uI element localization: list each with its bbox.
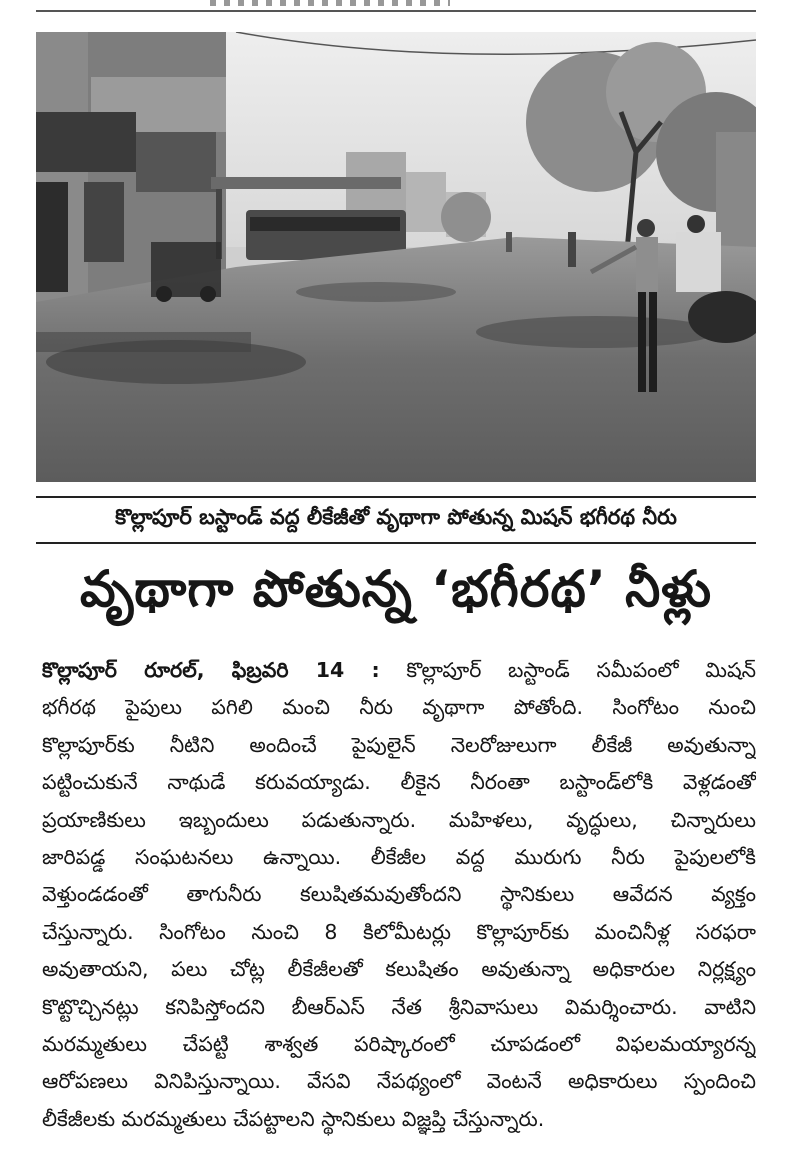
article-body [42, 652, 756, 1138]
bus-stand-photo-illustration [36, 32, 756, 482]
article-line-1 [42, 652, 756, 689]
news-photo [36, 32, 756, 482]
top-rule [36, 10, 756, 12]
article-line: లీకేజీలకు మరమ్మతులు చేపట్టాలని స్థానికులు విజ్ఞప్తి చేస్తున్నారు. [42, 1106, 545, 1131]
article-line: పట్టించుకునే నాథుడే కరువయ్యాడు. లీకైన నీరంతా బస్టాండ్‌లోకి వెళ్లడంతో [42, 770, 756, 795]
article-lead: కొల్లాపూర్ బస్టాండ్ సమీపంలో మిషన్ [406, 658, 756, 682]
headline: వృథాగా పోతున్న ‘భగీరథ’ నీళ్లు [79, 559, 713, 618]
article-line: చేస్తున్నారు. సింగోటం నుంచి 8 కిలోమీటర్లు కొల్లాపూర్‌కు మంచినీళ్ల సరఫరా [42, 919, 756, 944]
article-line: ప్రయాణికులు ఇబ్బందులు పడుతున్నారు. మహిళలు, వృద్ధులు, చిన్నారులు [42, 807, 756, 832]
article-line: ఆరోపణలు వినిపిస్తున్నాయి. వేసవి నేపథ్యంలో వెంటనే అధికారులు స్పందించి [42, 1069, 756, 1094]
article-line: కొట్టొచ్చినట్లు కనిపిస్తోందని బీఆర్ఎస్ నేత శ్రీనివాసులు విమర్శించారు. వాటిని [42, 994, 756, 1019]
article-line: వెళ్తుండడంతో తాగునీరు కలుషితమవుతోందని స్థానికులు ఆవేదన వ్యక్తం [42, 882, 756, 907]
article-line: అవుతాయని, పలు చోట్ల లీకేజీలతో కలుషితం అవుతున్నా అధికారుల నిర్లక్ష్యం [42, 957, 756, 982]
article-line: జారిపడ్డ సంఘటనలు ఉన్నాయి. లీకేజీల వద్ద మురుగు నీరు పైపులలోకి [42, 844, 756, 869]
cropped-text-fragment [210, 0, 450, 6]
article-line: మరమ్మతులు చేపట్టి శాశ్వత పరిష్కారంలో చూపడంలో విఫలమయ్యారన్న [42, 1031, 756, 1056]
article-line: కొల్లాపూర్‌కు నీటిని అందించే పైపులైన్ నెలరోజులుగా లీకేజీ అవుతున్నా [42, 732, 756, 757]
article-line: భగీరథ పైపులు పగిలి మంచి నీరు వృథాగా పోతోంది. సింగోటం నుంచి [42, 695, 756, 720]
photo-caption: కొల్లాపూర్ బస్టాండ్ వద్ద లీకేజీతో వృథాగా పోతున్న మిషన్ భగీరథ నీరు [36, 496, 756, 544]
dateline: కొల్లాపూర్ రూరల్, ఫిబ్రవరి 14 : [42, 658, 380, 682]
